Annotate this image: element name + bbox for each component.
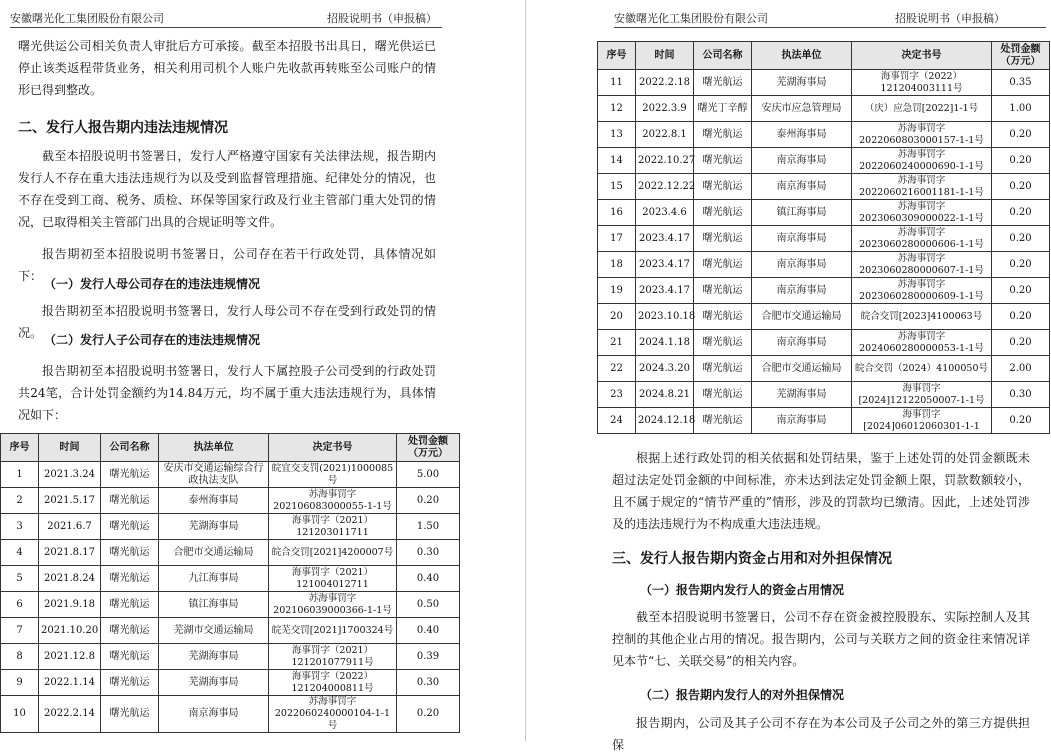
cell-amount: 0.20	[992, 174, 1050, 200]
cell-authority: 合肥市交通运输局	[752, 356, 852, 382]
cell-decision-no: 苏海事罚字2023060309000022-1-1号	[852, 200, 992, 226]
subsection-title-parent: （一）发行人母公司存在的违法违规情况	[44, 277, 261, 291]
paragraph-intro: 曙光供运公司相关负责人审批后方可承接。截至本招股书出具日，曙光供运已停止该类返程带货业务，相关利用司机个人账户先收款再转账至公司账户的情形已得到整改。	[18, 39, 436, 97]
cell-index: 12	[598, 96, 636, 122]
cell-date: 2024.1.18	[636, 330, 694, 356]
table-row	[1, 462, 460, 488]
table-row	[598, 226, 1050, 252]
cell-authority: 泰州海事局	[159, 488, 269, 514]
header-doc-type: 招股说明书（申报稿）	[327, 12, 437, 25]
cell-company: 曙光航运	[694, 382, 752, 408]
cell-decision-no: （庆）应急罚[2022]1-1号	[852, 96, 992, 122]
paragraph-subsidiary: 报告期初至本招股说明书签署日，发行人下属控股子公司受到的行政处罚共24笔，合计处罚金额约为14.84万元，均不属于重大违法违规行为，具体情况如下：	[18, 364, 436, 422]
table-row	[1, 540, 460, 566]
table-row	[598, 330, 1050, 356]
table-header-row	[1, 434, 460, 462]
table-row	[598, 408, 1050, 434]
cell-date: 2022.1.14	[39, 670, 101, 696]
cell-index: 2	[1, 488, 39, 514]
cell-company: 曙光航运	[694, 330, 752, 356]
cell-amount: 0.30	[397, 670, 460, 696]
cell-index: 20	[598, 304, 636, 330]
cell-index: 17	[598, 226, 636, 252]
cell-authority: 南京海事局	[752, 408, 852, 434]
header-rule	[10, 27, 442, 28]
cell-authority: 南京海事局	[752, 148, 852, 174]
cell-amount: 0.20	[992, 122, 1050, 148]
cell-index: 6	[1, 592, 39, 618]
cell-amount: 0.20	[992, 408, 1050, 434]
cell-amount: 0.39	[397, 644, 460, 670]
col-header-decision-no: 决定书号	[269, 434, 397, 462]
col-header-date: 时间	[39, 434, 101, 462]
cell-index: 14	[598, 148, 636, 174]
cell-authority: 九江海事局	[159, 566, 269, 592]
cell-index: 4	[1, 540, 39, 566]
table-row	[598, 304, 1050, 330]
cell-authority: 合肥市交通运输局	[159, 540, 269, 566]
cell-decision-no: 皖合交罚[2021]4200007号	[269, 540, 397, 566]
header-rule-right	[614, 27, 1046, 28]
table-row	[598, 96, 1050, 122]
cell-date: 2023.4.17	[636, 252, 694, 278]
cell-company: 曙光航运	[694, 200, 752, 226]
table-row	[1, 488, 460, 514]
cell-company: 曙光航运	[101, 540, 159, 566]
cell-decision-no: 苏海事罚字2023060280000609-1-1号	[852, 278, 992, 304]
col-header-index: 序号	[598, 42, 636, 70]
cell-company: 曙光航运	[101, 566, 159, 592]
cell-decision-no: 海事罚字（2021）121004012711	[269, 566, 397, 592]
cell-date: 2021.8.24	[39, 566, 101, 592]
cell-index: 11	[598, 70, 636, 96]
col-header-amount: 处罚金额（万元）	[397, 434, 460, 462]
cell-company: 曙光航运	[694, 174, 752, 200]
cell-decision-no: 苏海事罚字2022060803000157-1-1号	[852, 122, 992, 148]
cell-date: 2022.3.9	[636, 96, 694, 122]
cell-date: 2021.9.18	[39, 592, 101, 618]
cell-index: 10	[1, 696, 39, 733]
left-page	[0, 0, 521, 741]
cell-amount: 2.00	[992, 356, 1050, 382]
table-row	[598, 122, 1050, 148]
cell-decision-no: 海事罚字[2024]06012060301-1-1	[852, 408, 992, 434]
cell-date: 2021.6.7	[39, 514, 101, 540]
table-row	[1, 514, 460, 540]
cell-date: 2023.4.17	[636, 226, 694, 252]
cell-index: 23	[598, 382, 636, 408]
cell-decision-no: 海事罚字（2021）121201077911号	[269, 644, 397, 670]
col-header-amount: 处罚金额（万元）	[992, 42, 1050, 70]
table-row	[598, 278, 1050, 304]
col-header-company: 公司名称	[694, 42, 752, 70]
cell-date: 2022.2.14	[39, 696, 101, 733]
header-company-right: 安徽曙光化工集团股份有限公司	[614, 12, 768, 25]
cell-decision-no: 皖合交罚（2024）4100050号	[852, 356, 992, 382]
paragraph-funds: 截至本招股说明书签署日，公司不存在资金被控股股东、实际控制人及其控制的其他企业占用的情况。报告期内，公司与关联方之间的资金往来情况详见本节“七、关联交易”的相关内容。	[612, 610, 1030, 668]
cell-amount: 0.20	[992, 330, 1050, 356]
cell-company: 曙光航运	[694, 356, 752, 382]
cell-date: 2024.8.21	[636, 382, 694, 408]
cell-decision-no: 苏海事罚字202106039000366-1-1号	[269, 592, 397, 618]
header-company: 安徽曙光化工集团股份有限公司	[10, 12, 164, 25]
cell-company: 曙光航运	[694, 70, 752, 96]
cell-company: 曙光航运	[101, 592, 159, 618]
cell-date: 2022.8.1	[636, 122, 694, 148]
cell-company: 曙光航运	[101, 644, 159, 670]
cell-index: 15	[598, 174, 636, 200]
penalty-table-part2	[597, 41, 1050, 434]
table-row	[598, 200, 1050, 226]
cell-authority: 合肥市交通运输局	[752, 304, 852, 330]
cell-date: 2021.5.17	[39, 488, 101, 514]
cell-decision-no: 苏海事罚字202106083000055-1-1号	[269, 488, 397, 514]
page-divider	[525, 0, 526, 741]
cell-date: 2023.4.6	[636, 200, 694, 226]
cell-company: 曙光航运	[101, 514, 159, 540]
cell-company: 曙光航运	[694, 122, 752, 148]
cell-authority: 南京海事局	[752, 278, 852, 304]
cell-date: 2024.3.20	[636, 356, 694, 382]
cell-amount: 0.20	[397, 488, 460, 514]
penalty-table-part1	[0, 433, 460, 733]
cell-amount: 0.30	[992, 382, 1050, 408]
cell-date: 2022.12.22	[636, 174, 694, 200]
cell-date: 2021.10.20	[39, 618, 101, 644]
table-row	[598, 148, 1050, 174]
cell-company: 曙光航运	[694, 408, 752, 434]
cell-decision-no: 苏海事罚字2022060216001181-1-1号	[852, 174, 992, 200]
col-header-authority: 执法单位	[159, 434, 269, 462]
cell-decision-no: 海事罚字（2021）121203011711	[269, 514, 397, 540]
cell-company: 曙光航运	[694, 278, 752, 304]
cell-amount: 0.50	[397, 592, 460, 618]
table-row	[598, 252, 1050, 278]
cell-decision-no: 苏海事罚字2023060280000607-1-1号	[852, 252, 992, 278]
cell-amount: 0.40	[397, 618, 460, 644]
cell-authority: 南京海事局	[752, 174, 852, 200]
cell-date: 2021.12.8	[39, 644, 101, 670]
cell-decision-no: 皖芜交罚[2021]1700324号	[269, 618, 397, 644]
cell-index: 8	[1, 644, 39, 670]
table-row	[1, 592, 460, 618]
col-header-authority: 执法单位	[752, 42, 852, 70]
subsection-title-subsidiary: （二）发行人子公司存在的违法违规情况	[44, 333, 261, 347]
cell-decision-no: 苏海事罚字2023060280000606-1-1号	[852, 226, 992, 252]
table-row	[1, 618, 460, 644]
paragraph-cases: 报告期初至本招股说明书签署日，公司存在若干行政处罚，具体情况如下：	[18, 247, 436, 283]
col-header-date: 时间	[636, 42, 694, 70]
cell-company: 曙光航运	[694, 252, 752, 278]
cell-date: 2022.2.18	[636, 70, 694, 96]
cell-authority: 南京海事局	[159, 696, 269, 733]
cell-authority: 泰州海事局	[752, 122, 852, 148]
cell-index: 18	[598, 252, 636, 278]
col-header-decision-no: 决定书号	[852, 42, 992, 70]
cell-amount: 0.20	[992, 278, 1050, 304]
cell-authority: 南京海事局	[752, 226, 852, 252]
cell-authority: 芜湖海事局	[159, 670, 269, 696]
cell-amount: 0.20	[992, 148, 1050, 174]
cell-decision-no: 苏海事罚字2024060280000053-1-1号	[852, 330, 992, 356]
cell-authority: 芜湖海事局	[752, 70, 852, 96]
cell-company: 曙光航运	[694, 148, 752, 174]
cell-company: 曙光航运	[101, 618, 159, 644]
cell-amount: 5.00	[397, 462, 460, 488]
table-row	[1, 670, 460, 696]
cell-date: 2022.10.27	[636, 148, 694, 174]
cell-index: 13	[598, 122, 636, 148]
cell-decision-no: 苏海事罚字2022060240000690-1-1号	[852, 148, 992, 174]
cell-index: 16	[598, 200, 636, 226]
cell-authority: 安庆市应急管理局	[752, 96, 852, 122]
cell-date: 2021.8.17	[39, 540, 101, 566]
cell-index: 24	[598, 408, 636, 434]
cell-decision-no: 海事罚字[2024]12122050007-1-1号	[852, 382, 992, 408]
cell-date: 2021.3.24	[39, 462, 101, 488]
cell-company: 曙光航运	[101, 488, 159, 514]
cell-decision-no: 苏海事罚字2022060240000104-1-1号	[269, 696, 397, 733]
table-row	[598, 70, 1050, 96]
cell-authority: 安庆市交通运输综合行政执法支队	[159, 462, 269, 488]
cell-decision-no: 皖合交罚[2023]4100063号	[852, 304, 992, 330]
cell-index: 21	[598, 330, 636, 356]
cell-authority: 南京海事局	[752, 330, 852, 356]
cell-index: 7	[1, 618, 39, 644]
cell-company: 曙光航运	[101, 696, 159, 733]
cell-amount: 0.20	[992, 252, 1050, 278]
cell-amount: 0.20	[992, 200, 1050, 226]
cell-amount: 0.40	[397, 566, 460, 592]
cell-authority: 镇江海事局	[159, 592, 269, 618]
cell-date: 2023.4.17	[636, 278, 694, 304]
cell-authority: 芜湖市交通运输局	[159, 618, 269, 644]
cell-index: 1	[1, 462, 39, 488]
section-title-violations: 二、发行人报告期内违法违规情况	[18, 120, 228, 136]
paragraph-statement: 截至本招股说明书签署日，发行人严格遵守国家有关法律法规，报告期内发行人不存在重大违法违规行为以及受到监督管理措施、纪律处分的情况，也不存在受到工商、税务、质检、环保等国家行政及行业主管部门重大处罚的情况，已取得相关主管部门出具的合规证明等文件。	[18, 149, 436, 229]
cell-date: 2024.12.18	[636, 408, 694, 434]
cell-date: 2023.10.18	[636, 304, 694, 330]
cell-authority: 芜湖海事局	[159, 514, 269, 540]
cell-authority: 芜湖海事局	[159, 644, 269, 670]
table-row	[598, 382, 1050, 408]
table-row	[598, 356, 1050, 382]
cell-amount: 0.20	[992, 304, 1050, 330]
paragraph-guarantee: 报告期内，公司及其子公司不存在为本公司及子公司之外的第三方提供担保	[612, 716, 1030, 752]
col-header-company: 公司名称	[101, 434, 159, 462]
cell-index: 5	[1, 566, 39, 592]
cell-index: 19	[598, 278, 636, 304]
section-title-funds-guarantee: 三、发行人报告期内资金占用和对外担保情况	[612, 551, 892, 567]
cell-amount: 0.35	[992, 70, 1050, 96]
cell-index: 22	[598, 356, 636, 382]
cell-amount: 0.20	[397, 696, 460, 733]
table-row	[598, 174, 1050, 200]
cell-amount: 1.00	[992, 96, 1050, 122]
cell-amount: 1.50	[397, 514, 460, 540]
table-row	[1, 566, 460, 592]
cell-index: 9	[1, 670, 39, 696]
cell-authority: 镇江海事局	[752, 200, 852, 226]
paragraph-conclusion: 根据上述行政处罚的相关依据和处罚结果，鉴于上述处罚的处罚金额既未超过法定处罚金额的中间标准，亦未达到法定处罚金额上限，罚款数额较小，且不属于规定的“情节严重的”情形，涉及的罚款均已缴清。因此，上述处罚涉及的违法违规行为不构成重大违法违规。	[612, 451, 1030, 531]
table-row	[1, 644, 460, 670]
cell-authority: 芜湖海事局	[752, 382, 852, 408]
cell-decision-no: 海事罚字（2022）121204003111号	[852, 70, 992, 96]
cell-company: 曙光航运	[101, 670, 159, 696]
cell-company: 曙光航运	[694, 304, 752, 330]
paragraph-parent: 报告期初至本招股说明书签署日，发行人母公司不存在受到行政处罚的情况。	[18, 304, 436, 340]
cell-company: 曙光丁辛醇	[694, 96, 752, 122]
cell-company: 曙光航运	[694, 226, 752, 252]
table-header-row	[598, 42, 1050, 70]
subsection-title-funds: （一）报告期内发行人的资金占用情况	[640, 583, 845, 597]
cell-index: 3	[1, 514, 39, 540]
cell-company: 曙光航运	[101, 462, 159, 488]
cell-amount: 0.30	[397, 540, 460, 566]
col-header-index: 序号	[1, 434, 39, 462]
subsection-title-guarantee: （二）报告期内发行人的对外担保情况	[640, 688, 845, 702]
cell-decision-no: 海事罚字（2022）121204000811号	[269, 670, 397, 696]
right-page	[530, 0, 1051, 752]
cell-amount: 0.20	[992, 226, 1050, 252]
table-row	[1, 696, 460, 733]
cell-authority: 南京海事局	[752, 252, 852, 278]
cell-decision-no: 皖宜交支罚(2021)1000085号	[269, 462, 397, 488]
header-doc-type-right: 招股说明书（申报稿）	[895, 12, 1005, 25]
